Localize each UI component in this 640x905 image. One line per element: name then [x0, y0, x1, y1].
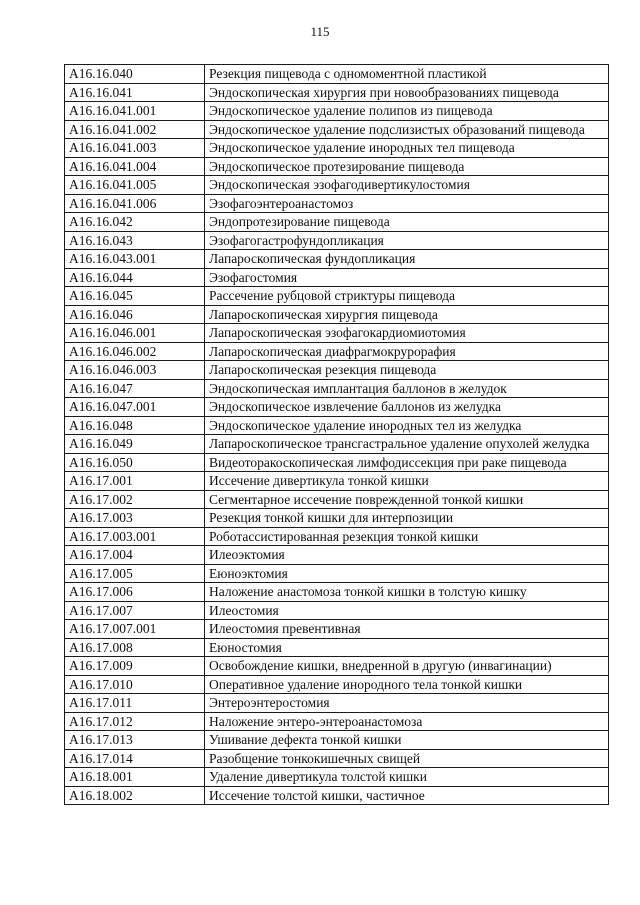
procedure-name-cell: Разобщение тонкокишечных свищей	[205, 749, 609, 768]
procedure-name-cell: Резекция пищевода с одномоментной пластикой	[205, 65, 609, 84]
procedure-code-cell: A16.16.041.004	[65, 157, 205, 176]
page-number: 115	[310, 24, 330, 39]
procedure-name-cell: Эндоскопическое удаление подслизистых образований пищевода	[205, 120, 609, 139]
procedure-name-cell: Иссечение толстой кишки, частичное	[205, 786, 609, 805]
procedure-name-cell: Эндоскопическое удаление полипов из пищевода	[205, 102, 609, 121]
procedure-name-cell: Ушивание дефекта тонкой кишки	[205, 731, 609, 750]
procedure-name-cell: Резекция тонкой кишки для интерпозиции	[205, 509, 609, 528]
procedure-code-cell: A16.16.043.001	[65, 250, 205, 269]
procedure-name-cell: Роботассистированная резекция тонкой кишки	[205, 527, 609, 546]
procedure-name-cell: Эндоскопическое протезирование пищевода	[205, 157, 609, 176]
table-row	[65, 157, 609, 176]
table-row	[65, 694, 609, 713]
table-row	[65, 472, 609, 491]
procedure-code-cell: A16.16.042	[65, 213, 205, 232]
procedure-code-cell: A16.17.003	[65, 509, 205, 528]
procedure-name-cell: Иссечение дивертикула тонкой кишки	[205, 472, 609, 491]
procedure-codes-table	[64, 64, 609, 805]
procedure-code-cell: A16.16.046.003	[65, 361, 205, 380]
table-row	[65, 324, 609, 343]
table-row	[65, 65, 609, 84]
table-row	[65, 213, 609, 232]
table-row	[65, 194, 609, 213]
table-row	[65, 176, 609, 195]
procedure-code-cell: A16.16.048	[65, 416, 205, 435]
procedure-code-cell: A16.16.049	[65, 435, 205, 454]
procedure-code-cell: A16.17.007	[65, 601, 205, 620]
table-row	[65, 361, 609, 380]
table-row	[65, 768, 609, 787]
procedure-name-cell: Эндоскопическая хирургия при новообразованиях пищевода	[205, 83, 609, 102]
procedure-code-cell: A16.17.002	[65, 490, 205, 509]
procedure-code-cell: A16.17.012	[65, 712, 205, 731]
procedure-name-cell: Рассечение рубцовой стриктуры пищевода	[205, 287, 609, 306]
procedure-code-cell: A16.17.007.001	[65, 620, 205, 639]
table-row	[65, 398, 609, 417]
procedure-code-cell: A16.17.005	[65, 564, 205, 583]
table-row	[65, 287, 609, 306]
table-row	[65, 305, 609, 324]
table-row	[65, 731, 609, 750]
table-row	[65, 546, 609, 565]
procedure-code-cell: A16.16.041.003	[65, 139, 205, 158]
procedure-code-cell: A16.16.045	[65, 287, 205, 306]
procedure-name-cell: Илеостомия превентивная	[205, 620, 609, 639]
table-row	[65, 250, 609, 269]
procedure-name-cell: Лапароскопическая хирургия пищевода	[205, 305, 609, 324]
table-row	[65, 435, 609, 454]
procedure-name-cell: Эндопротезирование пищевода	[205, 213, 609, 232]
table-row	[65, 120, 609, 139]
table-row	[65, 564, 609, 583]
procedure-code-cell: A16.16.043	[65, 231, 205, 250]
procedure-code-cell: A16.18.002	[65, 786, 205, 805]
procedure-name-cell: Оперативное удаление инородного тела тонкой кишки	[205, 675, 609, 694]
procedure-code-cell: A16.17.008	[65, 638, 205, 657]
table-row	[65, 657, 609, 676]
procedure-name-cell: Энтероэнтеростомия	[205, 694, 609, 713]
table-row	[65, 675, 609, 694]
table-row	[65, 416, 609, 435]
procedure-name-cell: Эндоскопическое извлечение баллонов из желудка	[205, 398, 609, 417]
procedure-name-cell: Лапароскопическая резекция пищевода	[205, 361, 609, 380]
procedure-name-cell: Эзофагогастрофундопликация	[205, 231, 609, 250]
procedure-name-cell: Эзофагоэнтероанастомоз	[205, 194, 609, 213]
procedure-code-cell: A16.17.010	[65, 675, 205, 694]
procedure-code-cell: A16.17.009	[65, 657, 205, 676]
procedure-name-cell: Эндоскопическое удаление инородных тел пищевода	[205, 139, 609, 158]
procedure-name-cell: Лапароскопическая диафрагмокрурорафия	[205, 342, 609, 361]
procedure-name-cell: Эндоскопическая имплантация баллонов в желудок	[205, 379, 609, 398]
procedure-name-cell: Наложение энтеро-энтероанастомоза	[205, 712, 609, 731]
table-body	[65, 65, 609, 805]
procedure-name-cell: Еюноэктомия	[205, 564, 609, 583]
procedure-code-cell: A16.16.044	[65, 268, 205, 287]
procedure-code-cell: A16.16.046	[65, 305, 205, 324]
procedure-code-cell: A16.17.003.001	[65, 527, 205, 546]
procedure-code-cell: A16.16.041	[65, 83, 205, 102]
table-row	[65, 102, 609, 121]
procedure-name-cell: Видеоторакоскопическая лимфодиссекция при раке пищевода	[205, 453, 609, 472]
table-row	[65, 139, 609, 158]
procedure-name-cell: Наложение анастомоза тонкой кишки в толстую кишку	[205, 583, 609, 602]
procedure-name-cell: Илеоэктомия	[205, 546, 609, 565]
table-row	[65, 527, 609, 546]
procedure-code-cell: A16.16.047.001	[65, 398, 205, 417]
procedure-name-cell: Лапароскопическая фундопликация	[205, 250, 609, 269]
procedure-name-cell: Еюностомия	[205, 638, 609, 657]
procedure-code-cell: A16.17.004	[65, 546, 205, 565]
procedure-code-cell: A16.18.001	[65, 768, 205, 787]
table-row	[65, 583, 609, 602]
table-row	[65, 509, 609, 528]
table-row	[65, 268, 609, 287]
procedure-name-cell: Сегментарное иссечение поврежденной тонкой кишки	[205, 490, 609, 509]
procedure-code-cell: A16.17.014	[65, 749, 205, 768]
procedure-name-cell: Лапароскопическая эзофагокардиомиотомия	[205, 324, 609, 343]
procedure-name-cell: Освобождение кишки, внедренной в другую (инвагинации)	[205, 657, 609, 676]
table-row	[65, 786, 609, 805]
procedure-name-cell: Эндоскопическое удаление инородных тел из желудка	[205, 416, 609, 435]
procedure-code-cell: A16.16.040	[65, 65, 205, 84]
table-row	[65, 342, 609, 361]
procedure-name-cell: Эндоскопическая эзофагодивертикулостомия	[205, 176, 609, 195]
procedure-code-cell: A16.16.047	[65, 379, 205, 398]
table-row	[65, 490, 609, 509]
procedure-code-cell: A16.16.041.001	[65, 102, 205, 121]
table-row	[65, 712, 609, 731]
table-row	[65, 231, 609, 250]
procedure-name-cell: Удаление дивертикула толстой кишки	[205, 768, 609, 787]
procedure-code-cell: A16.17.013	[65, 731, 205, 750]
table-row	[65, 453, 609, 472]
procedure-code-cell: A16.16.046.002	[65, 342, 205, 361]
procedure-name-cell: Лапароскопическое трансгастральное удаление опухолей желудка	[205, 435, 609, 454]
procedure-name-cell: Эзофагостомия	[205, 268, 609, 287]
procedure-code-cell: A16.16.050	[65, 453, 205, 472]
table-row	[65, 601, 609, 620]
procedure-code-cell: A16.16.041.006	[65, 194, 205, 213]
table-row	[65, 638, 609, 657]
table-row	[65, 620, 609, 639]
procedure-code-cell: A16.16.041.005	[65, 176, 205, 195]
procedure-code-cell: A16.16.041.002	[65, 120, 205, 139]
procedure-code-cell: A16.17.001	[65, 472, 205, 491]
procedure-code-cell: A16.17.006	[65, 583, 205, 602]
procedure-code-cell: A16.16.046.001	[65, 324, 205, 343]
table-row	[65, 83, 609, 102]
table-row	[65, 379, 609, 398]
table-row	[65, 749, 609, 768]
procedure-code-cell: A16.17.011	[65, 694, 205, 713]
procedure-name-cell: Илеостомия	[205, 601, 609, 620]
